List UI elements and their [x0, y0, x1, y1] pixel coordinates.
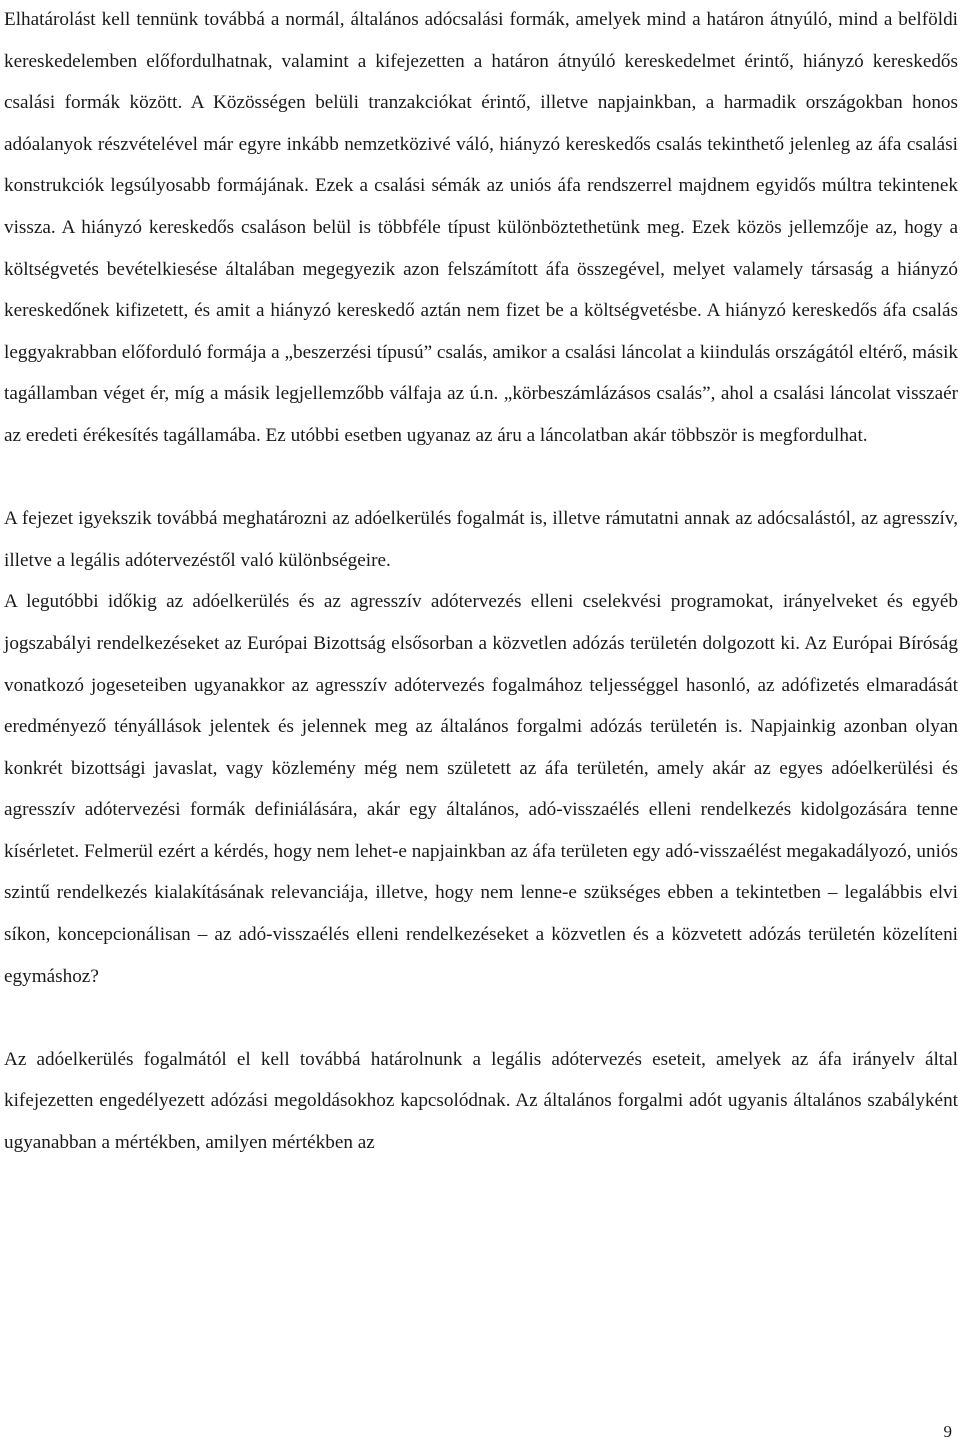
paragraph-1: Elhatárolást kell tennünk továbbá a normál, általános adócsalási formák, amelyek mind a határon átnyúló, mind a belföldi kereskedelemben előfordulhatnak, valamint a kifejezetten a határon átnyúló kereskedelmet érintő, hiányzó kereskedős csalási formák között. A Közösségen belüli tranzakciókat érintő, illetve napjainkban, a harmadik országokban honos adóalanyok részvételével már egyre inkább nemzetközivé váló, hiányzó kereskedős csalás tekinthető jelenleg az áfa csalási konstrukciók legsúlyosabb formájának. Ezek a csalási sémák az uniós áfa rendszerrel majdnem egyidős múltra tekintenek vissza. A hiányzó kereskedős csaláson belül is többféle típust különböztethetünk meg. Ezek közös jellemzője az, hogy a költségvetés bevételkiesése általában megegyezik azon felszámított áfa összegével, melyet valamely társaság a hiányzó kereskedőnek kifizetett, és amit a hiányzó kereskedő aztán nem fizet be a költségvetésbe. A hiányzó kereskedős áfa csalás leggyakrabban előforduló formája a „beszerzési típusú” csalás, amikor a csalási láncolat a kiindulás országától eltérő, másik tagállamban véget ér, míg a másik legjellemzőbb válfaja az ú.n. „körbeszámlázásos csalás”, ahol a csalási láncolat visszaér az eredeti érékesítés tagállamába. Ez utóbbi esetben ugyanaz az áru a láncolatban akár többször is megfordulhat. — [4, 9, 958, 446]
paragraph-4: Az adóelkerülés fogalmától el kell továbbá határolnunk a legális adótervezés eseteit, amelyek az áfa irányelv által kifejezetten engedélyezett adózási megoldásokhoz kapcsolódnak. Az általános forgalmi adót ugyanis általános szabályként ugyanabban a mértékben, amilyen mértékben az — [4, 1048, 958, 1154]
document-page — [4, 0, 958, 1164]
paragraph-3: A legutóbbi időkig az adóelkerülés és az agresszív adótervezés elleni cselekvési programokat, irányelveket és egyéb jogszabályi rendelkezéseket az Európai Bizottság elsősorban a közvetlen adózás területén dolgozott ki. Az Európai Bíróság vonatkozó jogeseteiben ugyanakkor az agresszív adótervezés fogalmához teljességgel hasonló, az adófizetés elmaradását eredményező tényállások jelentek és jelennek meg az általános forgalmi adózás területén is. Napjainkig azonban olyan konkrét bizottsági javaslat, vagy közlemény még nem született az áfa területén, amely akár az egyes adóelkerülési és agresszív adótervezési formák definiálására, akár egy általános, adó-visszaélés elleni rendelkezés kidolgozására tenne kísérletet. Felmerül ezért a kérdés, hogy nem lehet-e napjainkban az áfa területen egy adó-visszaélést megakadályozó, uniós szintű rendelkezés kialakításának relevanciája, illetve, hogy nem lenne-e szükséges ebben a tekintetben – legalábbis elvi síkon, koncepcionálisan – az adó-visszaélés elleni rendelkezéseket a közvetlen és a közvetett adózás területén közelíteni egymáshoz? — [4, 591, 958, 987]
paragraph-2: A fejezet igyekszik továbbá meghatározni az adóelkerülés fogalmát is, illetve rámutatni annak az adócsalástól, az agresszív, illetve a legális adótervezéstől való különbségeire. — [4, 508, 958, 571]
page-number: 9 — [943, 1422, 952, 1441]
